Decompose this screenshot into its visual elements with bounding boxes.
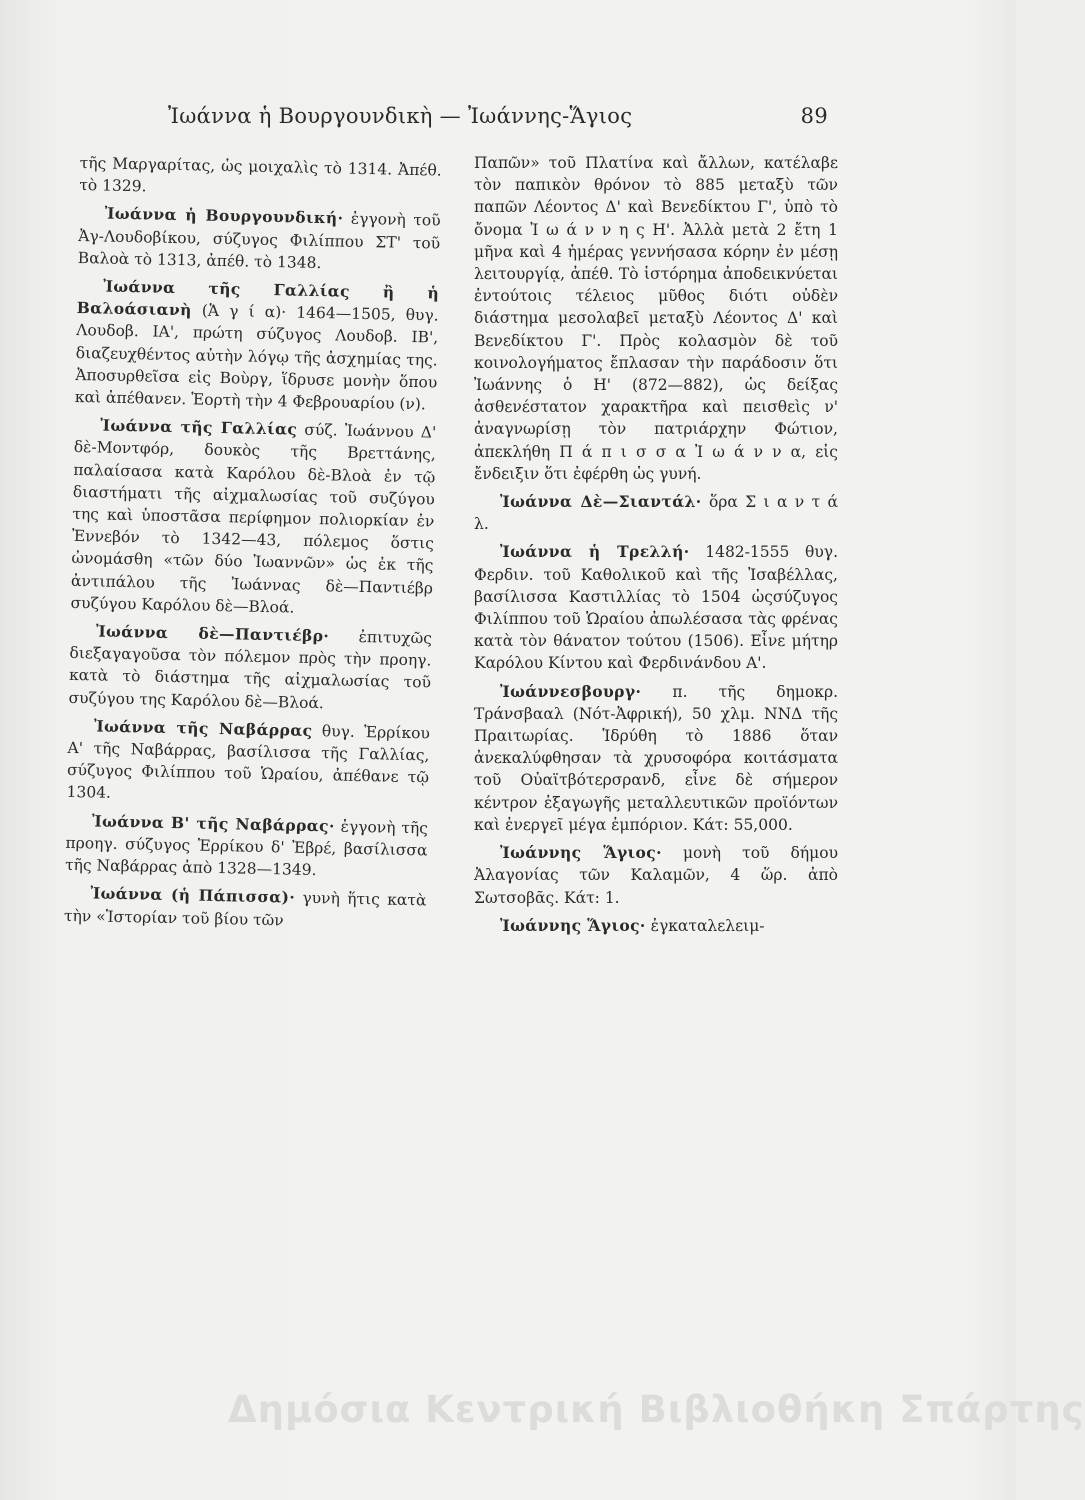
- entry-text: Παπῶν» τοῦ Πλατίνα καὶ ἄλλων, κατέλαβε τὸν παπικὸν θρόνον τὸ 885 μεταξὺ τῶν παπῶν Λέοντος Δ' καὶ Βενεδίκτου Γ', ὑπὸ τὸ ὄνομα Ἰ ω ά ν ν η ς Η'. Ἀλλὰ μετὰ 2 ἔτη 1 μῆνα καὶ 4 ἡμέρας γεννήσασα κόρην ἐν μέσῃ λειτουργίᾳ, ἀπέθ. Τὸ ἱστόρημα ἀποδεικνύεται ἐντούτοις τέλειος μῦθος διότι οὐδὲν διάστημα μεσολαβεῖ μεταξὺ Λέοντος Δ' καὶ Βενεδίκτου Γ'. Πρὸς κολασμὸν δὲ τοῦ κοινολογήματος ἔπλασαν τὴν παράδοσιν ὅτι Ἰωάννης ὁ Η' (872—882), ὡς δείξας ἀσθενέστατον χαρακτῆρα καὶ πεισθεὶς ν' ἀναγνωρίσῃ τὸν πατριάρχην Φώτιον, ἀπεκλήθη Π ά π ι σ σ α Ἰ ω ά ν ν α, εἰς ἔνδειξιν ὅτι ἐφέρθη ὡς γυνή.: [474, 154, 838, 483]
- entry-text: ἐγγονὴ τοῦ Ἀγ-Λουδοβίκου, σύζυγος Φιλίππου ΣΤ' τοῦ Βαλοὰ τὸ 1313, ἀπέθ. τὸ 1348.: [77, 209, 441, 272]
- left-column: [64, 152, 442, 940]
- entry-headword: Ἰωάννης Ἅγιος·: [500, 915, 646, 935]
- dictionary-entry: [66, 715, 430, 811]
- running-header: [168, 104, 828, 134]
- dictionary-entry: [65, 810, 428, 884]
- dictionary-entry: [474, 915, 838, 937]
- entry-headword: Ἰωάννα τῆς Ναβάρρας: [93, 716, 313, 740]
- entry-headword: Ἰωάννεσβουργ·: [500, 681, 642, 701]
- library-watermark: Δημόσια Κεντρική Βιβλιοθήκη Σπάρτης: [228, 1388, 1085, 1431]
- entry-text: ἐγκαταλελειμ-: [645, 916, 765, 935]
- dictionary-entry: [75, 275, 440, 416]
- dictionary-entry: [79, 152, 442, 204]
- dictionary-entry: [78, 202, 441, 276]
- entry-headword: Ἰωάννα Δὲ—Σιαντάλ·: [500, 492, 702, 512]
- entry-headword: Ἰωάννα ἡ Τρελλή·: [500, 542, 690, 562]
- right-column: [474, 152, 838, 943]
- entry-text: ὅρα Σ ι α ν τ ά λ.: [474, 493, 838, 534]
- entry-headword: Ἰωάννα τῆς Γαλλίας ἢ ἡ Βαλοάσιανὴ: [76, 276, 440, 320]
- dictionary-entry: [474, 842, 838, 909]
- entry-text: τῆς Μαργαρίτας, ὡς μοιχαλὶς τὸ 1314. Ἀπέθ. τὸ 1329.: [79, 153, 442, 196]
- dictionary-entry: [64, 882, 427, 934]
- dictionary-entry: [474, 152, 838, 485]
- entry-text: μονὴ τοῦ δήμου Ἀλαγονίας τῶν Καλαμῶν, 4 ὥρ. ἀπὸ Σωτσοβᾶς. Κάτ: 1.: [474, 844, 839, 907]
- dictionary-entry: [474, 681, 838, 836]
- entry-headword: Ἰωάννα Β' τῆς Ναβάρρας·: [91, 811, 335, 836]
- entry-text: π. τῆς δημοκρ. Τράνσβααλ (Νότ-Ἀφρική), 50 χλμ. ΝΝΔ τῆς Πραιτωρίας. Ἱδρύθη τὸ 1886 ὅταν ἀνεκαλύφθησαν τὰ χρυσοφόρα κοιτάσματα τοῦ Οὐαϊτβότερσρανδ, εἶνε δὲ σήμερον κέντρον ἐξαγωγῆς μεταλλευτικῶν προϊόντων καὶ ἐνεργεῖ μέγα ἐμπόριον. Κάτ: 55,000.: [474, 682, 838, 834]
- page-number: 89: [800, 104, 828, 128]
- entry-text: 1482-1555 θυγ. Φερδιν. τοῦ Καθολικοῦ καὶ τῆς Ἰσαβέλλας, βασίλισσα Καστιλλίας τὸ 1504 ὡςσύζυγος Φιλίππου τοῦ Ὡραίου ἀπωλέσασα τὰς φρένας κατὰ τὸν θάνατον τούτου (1506). Εἶνε μήτηρ Καρόλου Κίντου καὶ Φερδινάνδου Α'.: [474, 543, 838, 673]
- header-title: Ἰωάννα ἡ Βουργουνδικὴ — Ἰωάννης-Ἅγιος: [168, 104, 633, 128]
- entry-text: (Ἁ γ ί α)· 1464—1505, θυγ. Λουδοβ. ΙΑ', πρώτη σύζυγος Λουδοβ. ΙΒ', διαζευχθέντος αὐτὴν λόγῳ τῆς ἀσχημίας της. Ἀποσυρθεῖσα εἰς Βοὺργ, ἵδρυσε μονὴν ὅπου καὶ ἀπέθανεν. Ἑορτὴ τὴν 4 Φεβρουαρίου (ν).: [74, 301, 439, 414]
- entry-headword: Ἰωάννα ἡ Βουργουνδική·: [104, 203, 344, 228]
- entry-text: ἐπιτυχῶς διεξαγαγοῦσα τὸν πόλεμον πρὸς τὴν προηγ. κατὰ τὸ διάστημα τῆς αἰχμαλωσίας τοῦ συζύγου της Καρόλου δὲ—Βλοά.: [68, 627, 433, 712]
- entry-headword: Ἰωάννα (ἡ Πάπισσα)·: [90, 883, 296, 907]
- entry-headword: Ἰωάννα δὲ—Παντιέβρ·: [95, 621, 330, 646]
- entry-text: γυνὴ ἥτις κατὰ τὴν «Ἱστορίαν τοῦ βίου τῶν: [63, 888, 427, 929]
- entry-text: θυγ. Ἑρρίκου Α' τῆς Ναβάρρας, βασίλισσα τῆς Γαλλίας, σύζυγος Φιλίππου τοῦ Ὡραίου, ἀπέθανε τῷ 1304.: [66, 721, 431, 803]
- entry-headword: Ἰωάννα τῆς Γαλλίας: [100, 415, 298, 439]
- dictionary-entry: [70, 414, 436, 621]
- dictionary-entry: [68, 620, 432, 716]
- entry-text: σύζ. Ἰωάννου Δ' δὲ-Μοντφόρ, δουκὸς τῆς Βρεττάνης, παλαίσασα κατὰ Καρόλου δὲ-Βλοὰ ἐν τῷ διαστήματι τῆς αἰχμαλωσίας τοῦ συζύγου της καὶ ὑποστᾶσα περίφημον πολιορκίαν ἐν Ἐννεβόν τὸ 1342—43, πόλεμος ὅστις ὠνομάσθη «τῶν δύο Ἰωαννῶν» ὡς ἐκ τῆς ἀντιπάλου τῆς Ἰωάννας δὲ—Παντιέβρ συζύγου Καρόλου δὲ—Βλοά.: [70, 420, 437, 617]
- dictionary-entry: [474, 541, 838, 674]
- entry-text: ἐγγονὴ τῆς προηγ. σύζυγος Ἑρρίκου δ' Ἐβρέ, βασίλισσα τῆς Ναβάρρας ἀπὸ 1328—1349.: [64, 817, 429, 880]
- dictionary-entry: [474, 491, 838, 535]
- entry-headword: Ἰωάννης Ἅγιος·: [500, 843, 662, 863]
